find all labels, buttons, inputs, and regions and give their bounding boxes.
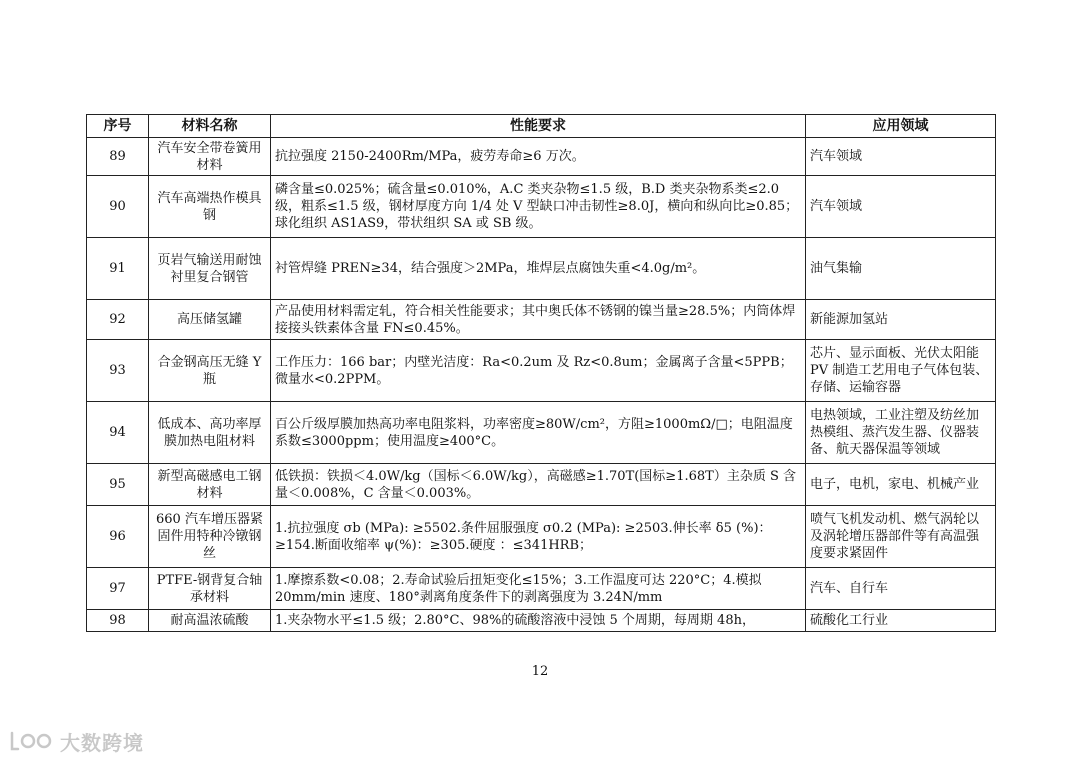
watermark-text: 大数跨境 xyxy=(60,730,144,755)
table-row xyxy=(87,610,996,632)
row-material-name: 汽车高端热作模具钢 xyxy=(149,176,271,238)
row-requirement: 百公斤级厚膜加热高功率电阻浆料，功率密度≥80W/cm²，方阻≥1000mΩ/□；电阻温度系数≤3000ppm；使用温度≥400°C。 xyxy=(271,402,806,464)
row-material-name: PTFE-钢背复合轴承材料 xyxy=(149,568,271,610)
table-row xyxy=(87,402,996,464)
row-application: 汽车领域 xyxy=(806,138,996,176)
header-application-field: 应用领域 xyxy=(806,115,996,138)
row-material-name: 低成本、高功率厚膜加热电阻材料 xyxy=(149,402,271,464)
header-index: 序号 xyxy=(87,115,149,138)
table-row xyxy=(87,340,996,402)
watermark-logo-icon xyxy=(8,729,54,753)
row-requirement: 磷含量≤0.025%；硫含量≤0.010%，A.C 类夹杂物≤1.5 级，B.D 类夹杂物系类≤2.0 级，粗系≤1.5 级，钢材厚度方向 1/4 处 V 型缺口冲击韧性≥8.0J，横向和纵向比≥0.85；球化组织 AS1AS9，带状组织 SA 或 SB 级。 xyxy=(271,176,806,238)
materials-table xyxy=(86,114,996,632)
row-index: 90 xyxy=(87,176,149,238)
row-material-name: 合金钢高压无缝 Y 瓶 xyxy=(149,340,271,402)
row-application: 汽车领域 xyxy=(806,176,996,238)
table-header xyxy=(87,115,996,138)
table-header-row xyxy=(87,115,996,138)
row-index: 92 xyxy=(87,300,149,340)
row-material-name: 高压储氢罐 xyxy=(149,300,271,340)
row-index: 95 xyxy=(87,464,149,506)
row-application: 硫酸化工行业 xyxy=(806,610,996,632)
row-index: 96 xyxy=(87,506,149,568)
table-row xyxy=(87,568,996,610)
row-material-name: 660 汽车增压器紧固件用特种冷镦钢丝 xyxy=(149,506,271,568)
row-material-name: 页岩气输送用耐蚀衬里复合钢管 xyxy=(149,238,271,300)
row-requirement: 低铁损：铁损＜4.0W/kg（国标＜6.0W/kg），高磁感≥1.70T(国标≥1.68T）主杂质 S 含量＜0.008%，C 含量＜0.003%。 xyxy=(271,464,806,506)
header-material-name: 材料名称 xyxy=(149,115,271,138)
row-material-name: 新型高磁感电工钢材料 xyxy=(149,464,271,506)
row-index: 93 xyxy=(87,340,149,402)
watermark xyxy=(8,728,144,754)
table-row xyxy=(87,176,996,238)
row-material-name: 耐高温浓硫酸 xyxy=(149,610,271,632)
row-application: 汽车、自行车 xyxy=(806,568,996,610)
table-row xyxy=(87,138,996,176)
row-index: 89 xyxy=(87,138,149,176)
row-requirement: 1.摩擦系数<0.08；2.寿命试验后扭矩变化≤15%；3.工作温度可达 220°C；4.模拟 20mm/min 速度、180°剥离角度条件下的剥离强度为 3.24N/mm xyxy=(271,568,806,610)
row-application: 电子，电机，家电、机械产业 xyxy=(806,464,996,506)
row-requirement: 工作压力：166 bar；内壁光洁度：Ra<0.2um 及 Rz<0.8um；金属离子含量<5PPB；微量水<0.2PPM。 xyxy=(271,340,806,402)
row-index: 91 xyxy=(87,238,149,300)
row-requirement: 衬管焊缝 PREN≥34，结合强度＞2MPa，堆焊层点腐蚀失重<4.0g/m²。 xyxy=(271,238,806,300)
header-performance-requirement: 性能要求 xyxy=(271,115,806,138)
row-application: 喷气飞机发动机、燃气涡轮以及涡轮增压器部件等有高温强度要求紧固件 xyxy=(806,506,996,568)
row-index: 94 xyxy=(87,402,149,464)
row-application: 芯片、显示面板、光伏太阳能 PV 制造工艺用电子气体包装、存储、运输容器 xyxy=(806,340,996,402)
row-index: 98 xyxy=(87,610,149,632)
row-application: 新能源加氢站 xyxy=(806,300,996,340)
table-body xyxy=(87,138,996,632)
page-number: 12 xyxy=(531,664,549,679)
table-row xyxy=(87,238,996,300)
row-requirement: 1.夹杂物水平≤1.5 级；2.80°C、98%的硫酸溶液中浸蚀 5 个周期，每周期 48h， xyxy=(271,610,806,632)
table-row xyxy=(87,506,996,568)
row-requirement: 产品使用材料需定轧，符合相关性能要求；其中奥氏体不锈钢的镍当量≥28.5%；内筒体焊接接头铁素体含量 FN≤0.45%。 xyxy=(271,300,806,340)
table-row xyxy=(87,300,996,340)
row-material-name: 汽车安全带卷簧用材料 xyxy=(149,138,271,176)
row-requirement: 抗拉强度 2150-2400Rm/MPa，疲劳寿命≥6 万次。 xyxy=(271,138,806,176)
row-application: 电热领域，工业注塑及纺丝加热模组、蒸汽发生器、仪器装备、航天器保温等领域 xyxy=(806,402,996,464)
row-index: 97 xyxy=(87,568,149,610)
row-requirement: 1.抗拉强度 σb (MPa): ≥5502.条件屈服强度 σ0.2 (MPa): ≥2503.伸长率 δ5 (%)：≥154.断面收缩率 ψ(%)：≥305.硬度 ：≤341HRB； xyxy=(271,506,806,568)
row-application: 油气集输 xyxy=(806,238,996,300)
table-row xyxy=(87,464,996,506)
